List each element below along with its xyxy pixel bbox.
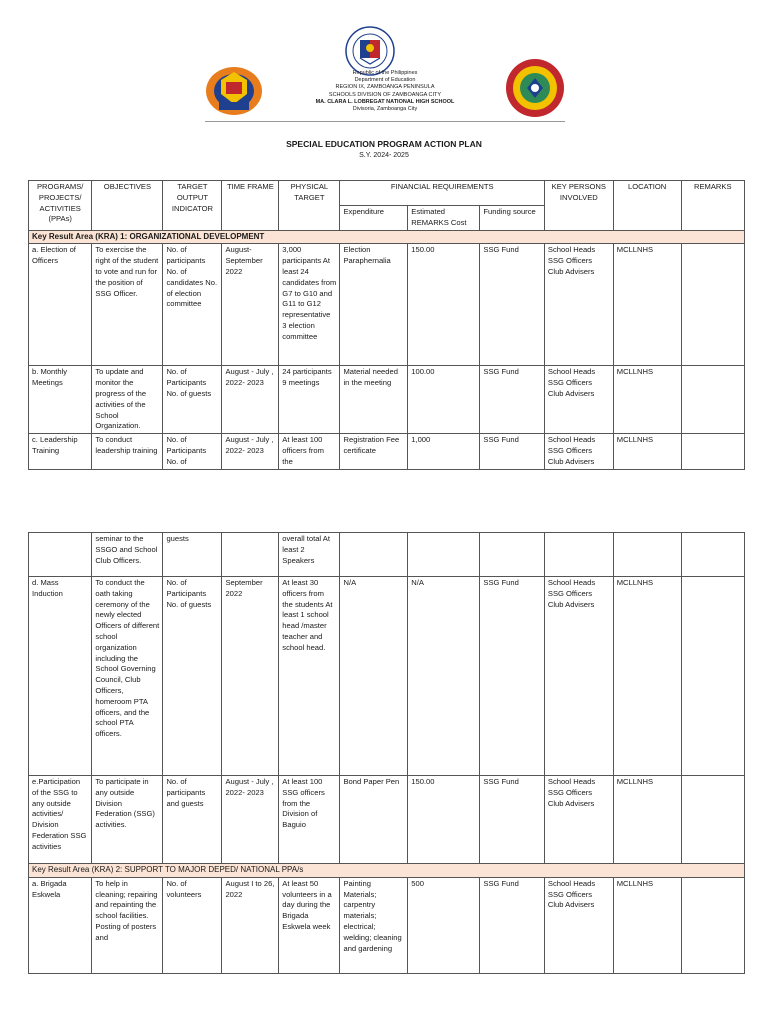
cell-ppa: d. Mass Induction	[29, 577, 92, 776]
cell-location: MCLLNHS	[613, 776, 681, 864]
cell-persons: School Heads SSG Officers Club Advisers	[544, 366, 613, 434]
cell-time	[222, 533, 279, 577]
table-row	[29, 533, 745, 577]
col-persons: KEY PERSONS INVOLVED	[544, 181, 613, 231]
cell-persons: School Heads SSG Officers Club Advisers	[544, 877, 613, 973]
cell-remarks	[681, 776, 745, 864]
cell-funding: SSG Fund	[480, 434, 545, 469]
kra-1-label: Key Result Area (KRA) 1: ORGANIZATIONAL DEVELOPMENT	[29, 230, 745, 244]
cell-remarks	[681, 533, 745, 577]
table-row	[29, 244, 745, 366]
letterhead	[200, 26, 570, 126]
cell-objectives: To participate in any outside Division Federation (SSG) activities.	[92, 776, 163, 864]
col-expenditure: Expenditure	[340, 206, 408, 231]
col-location: LOCATION	[613, 181, 681, 231]
cell-cost: 1,000	[408, 434, 480, 469]
document-page-1	[0, 0, 768, 490]
cell-location: MCLLNHS	[613, 577, 681, 776]
col-remarks: REMARKS	[681, 181, 744, 231]
cell-remarks	[681, 366, 744, 434]
table-row	[29, 577, 745, 776]
ssg-logo-icon	[205, 62, 263, 120]
action-plan-table-continued	[28, 532, 745, 974]
cell-location	[613, 533, 681, 577]
cell-location: MCLLNHS	[613, 877, 681, 973]
cell-target: guests	[163, 533, 222, 577]
cell-target: No. of volunteers	[163, 877, 222, 973]
kra-1-row	[29, 230, 745, 244]
document-title: SPECIAL EDUCATION PROGRAM ACTION PLAN	[286, 139, 482, 149]
deped-seal-icon	[345, 26, 395, 76]
cell-location: MCLLNHS	[613, 244, 681, 366]
cell-funding: SSG Fund	[480, 877, 544, 973]
cell-remarks	[681, 244, 744, 366]
table-row	[29, 877, 745, 973]
cell-target: No. of participants No. of candidates No. of election committee	[163, 244, 222, 366]
cell-cost: 500	[408, 877, 480, 973]
col-target: TARGET OUTPUT INDICATOR	[163, 181, 222, 231]
col-objectives: OBJECTIVES	[92, 181, 163, 231]
republic-line: Republic of the Philippines	[352, 70, 418, 76]
division-line: SCHOOLS DIVISION OF ZAMBOANGA CITY	[328, 91, 442, 98]
cell-ppa: c. Leadership Training	[29, 434, 92, 469]
cell-persons: School Heads SSG Officers Club Advisers	[544, 244, 613, 366]
kra-2-label: Key Result Area (KRA) 2: SUPPORT TO MAJOR DEPED/ NATIONAL PPA/s	[29, 864, 745, 878]
table-row	[29, 366, 745, 434]
cell-cost: 150.00	[408, 776, 480, 864]
school-logo-icon	[505, 58, 565, 118]
cell-physical: At least 100 SSG officers from the Division of Baguio	[279, 776, 340, 864]
cell-physical: overall total At least 2 Speakers	[279, 533, 340, 577]
cell-target: No. of participants and guests	[163, 776, 222, 864]
cell-funding: SSG Fund	[480, 577, 544, 776]
cell-objectives: To help in cleaning; repairing and repainting the school facilities. Posting of posters and	[92, 877, 163, 973]
cell-time: September 2022	[222, 577, 279, 776]
cell-funding: SSG Fund	[480, 244, 545, 366]
col-time: TIME FRAME	[222, 181, 279, 231]
cell-expenditure	[340, 533, 408, 577]
cell-funding: SSG Fund	[480, 366, 545, 434]
cell-objectives: To conduct the oath taking ceremony of the newly elected Officers of different school organization including the School Governing Council, Club Officers, homeroom PTA officers, and the school PTA officers.	[92, 577, 163, 776]
kra-2-row	[29, 864, 745, 878]
cell-objectives: seminar to the SSGO and School Club Officers.	[92, 533, 163, 577]
cell-objectives: To conduct leadership training	[92, 434, 163, 469]
cell-ppa: a. Brigada Eskwela	[29, 877, 92, 973]
cell-persons: School Heads SSG Officers Club Advisers	[544, 434, 613, 469]
cell-remarks	[681, 877, 745, 973]
cell-expenditure: Election Paraphernalia	[340, 244, 408, 366]
cell-time: August - July , 2022- 2023	[222, 366, 279, 434]
cell-remarks	[681, 434, 744, 469]
cell-persons: School Heads SSG Officers Club Advisers	[544, 776, 613, 864]
cell-ppa	[29, 533, 92, 577]
cell-location: MCLLNHS	[613, 434, 681, 469]
col-ppa: PROGRAMS/ PROJECTS/ ACTIVITIES (PPAs)	[29, 181, 92, 231]
cell-cost: 150.00	[408, 244, 480, 366]
cell-cost: N/A	[408, 577, 480, 776]
cell-funding	[480, 533, 544, 577]
document-page-2	[0, 490, 768, 1024]
cell-time: August - July , 2022- 2023	[222, 434, 279, 469]
cell-remarks	[681, 577, 745, 776]
cell-funding: SSG Fund	[480, 776, 544, 864]
cell-target: No. of Participants No. of	[163, 434, 222, 469]
col-estimated-cost: Estimated REMARKS Cost	[408, 206, 480, 231]
cell-objectives: To update and monitor the progress of the activities of the School Organization.	[92, 366, 163, 434]
action-plan-table	[28, 180, 745, 470]
cell-expenditure: Painting Materials; carpentry materials; electrical; welding; cleaning and gardening	[340, 877, 408, 973]
cell-cost: 100.00	[408, 366, 480, 434]
cell-expenditure: Material needed in the meeting	[340, 366, 408, 434]
address-line: Divisoria, Zamboanga City	[352, 106, 418, 113]
cell-expenditure: N/A	[340, 577, 408, 776]
col-funding: Funding source	[480, 206, 545, 231]
school-year: S.Y. 2024- 2025	[359, 152, 409, 159]
cell-cost	[408, 533, 480, 577]
cell-physical: At least 100 officers from the	[279, 434, 340, 469]
cell-persons	[544, 533, 613, 577]
cell-target: No. of Participants No. of guests	[163, 366, 222, 434]
header-divider	[205, 121, 565, 122]
cell-ppa: b. Monthly Meetings	[29, 366, 92, 434]
school-line: MA. CLARA L. LOBREGAT NATIONAL HIGH SCHOOL	[315, 98, 455, 105]
cell-expenditure: Bond Paper Pen	[340, 776, 408, 864]
cell-physical: At least 30 officers from the students At least 1 school head /master teacher and school head.	[279, 577, 340, 776]
cell-physical: 24 participants 9 meetings	[279, 366, 340, 434]
cell-ppa: e.Participation of the SSG to any outside activities/ Division Federation SSG activities	[29, 776, 92, 864]
cell-time: August- September 2022	[222, 244, 279, 366]
header-row	[29, 181, 745, 206]
cell-ppa: a. Election of Officers	[29, 244, 92, 366]
cell-expenditure: Registration Fee certificate	[340, 434, 408, 469]
department-line: Department of Education	[354, 77, 416, 84]
table-row	[29, 776, 745, 864]
cell-location: MCLLNHS	[613, 366, 681, 434]
col-financial: FINANCIAL REQUIREMENTS	[340, 181, 544, 206]
cell-physical: 3,000 participants At least 24 candidates from G7 to G10 and G11 to G12 representative 3 election committee	[279, 244, 340, 366]
col-physical: PHYSICAL TARGET	[279, 181, 340, 231]
letterhead-address	[260, 70, 510, 113]
cell-time: August I to 26, 2022	[222, 877, 279, 973]
cell-target: No. of Participants No. of guests	[163, 577, 222, 776]
cell-time: August - July , 2022- 2023	[222, 776, 279, 864]
table-row	[29, 434, 745, 469]
cell-objectives: To exercise the right of the student to vote and run for the position of SSG Officer.	[92, 244, 163, 366]
cell-physical: At least 50 volunteers in a day during the Brigada Eskwela week	[279, 877, 340, 973]
region-line: REGION IX, ZAMBOANGA PENINSULA	[335, 84, 435, 91]
cell-persons: School Heads SSG Officers Club Advisers	[544, 577, 613, 776]
